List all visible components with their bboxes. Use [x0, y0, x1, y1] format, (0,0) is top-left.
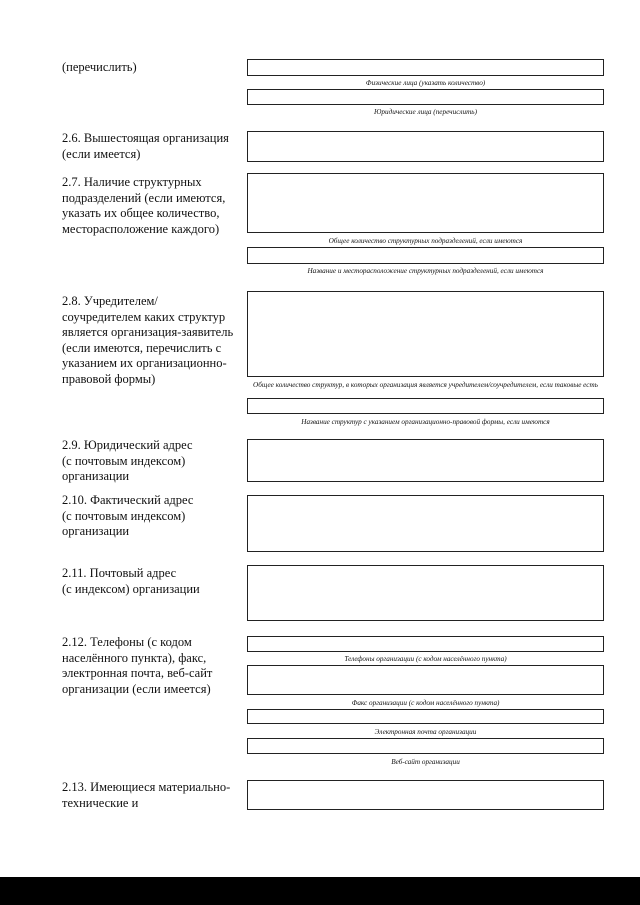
fax-field[interactable] [247, 665, 604, 695]
individuals-count-field[interactable] [247, 59, 604, 76]
label-enumerate: (перечислить) [62, 60, 137, 74]
scan-footer-bar [0, 877, 640, 905]
phones-field[interactable] [247, 636, 604, 652]
label-subdivisions: 2.7. Наличие структурных подразделений (если имеются, указать их общее количество, месторасположение каждого) [62, 175, 226, 236]
caption-website: Веб-сайт организации [391, 758, 460, 766]
label-contacts: 2.12. Телефоны (с кодом населённого пункта), факс, электронная почта, веб-сайт организации (если имеется) [62, 635, 213, 696]
label-legal-address: 2.9. Юридический адрес (с почтовым индексом) организации [62, 438, 193, 483]
actual-address-field[interactable] [247, 495, 604, 552]
subdivisions-count-field[interactable] [247, 173, 604, 233]
caption-phones: Телефоны организации (с кодом населённого пункта) [344, 655, 507, 663]
founder-structures-names-field[interactable] [247, 398, 604, 414]
caption-individuals: Физические лица (указать количество) [365, 79, 486, 87]
legal-entities-field[interactable] [247, 89, 604, 105]
postal-address-field[interactable] [247, 565, 604, 621]
material-technical-field[interactable] [247, 780, 604, 810]
label-postal-address: 2.11. Почтовый адрес (с индексом) организации [62, 566, 200, 596]
subdivisions-names-field[interactable] [247, 247, 604, 264]
founder-structures-count-field[interactable] [247, 291, 604, 377]
caption-subdivisions-count: Общее количество структурных подразделений, если имеются [328, 237, 523, 245]
caption-email: Электронная почта организации [374, 728, 477, 736]
label-parent-organization: 2.6. Вышестоящая организация (если имеется) [62, 131, 229, 161]
legal-address-field[interactable] [247, 439, 604, 482]
label-founder-of: 2.8. Учредителем/ соучредителем каких структур является организация-заявитель (если имеются, перечислить с указанием их организационно- правовой формы) [62, 294, 234, 386]
caption-legal-entities: Юридические лица (перечислить) [374, 108, 477, 116]
caption-founder-names: Название структур с указанием организационно-правовой формы, если имеются [301, 418, 550, 426]
caption-founder-count: Общее количество структур, в которых организация является учредителем/соучредителем, если таковые есть [253, 381, 598, 389]
label-actual-address: 2.10. Фактический адрес (с почтовым индексом) организации [62, 493, 194, 538]
website-field[interactable] [247, 738, 604, 754]
parent-organization-field[interactable] [247, 131, 604, 162]
caption-fax: Факс организации (с кодом населённого пункта) [351, 699, 500, 707]
caption-subdivisions-names: Название и месторасположение структурных подразделений, если имеются [307, 267, 544, 275]
email-field[interactable] [247, 709, 604, 724]
label-material-technical: 2.13. Имеющиеся материально- технические и [62, 780, 231, 810]
